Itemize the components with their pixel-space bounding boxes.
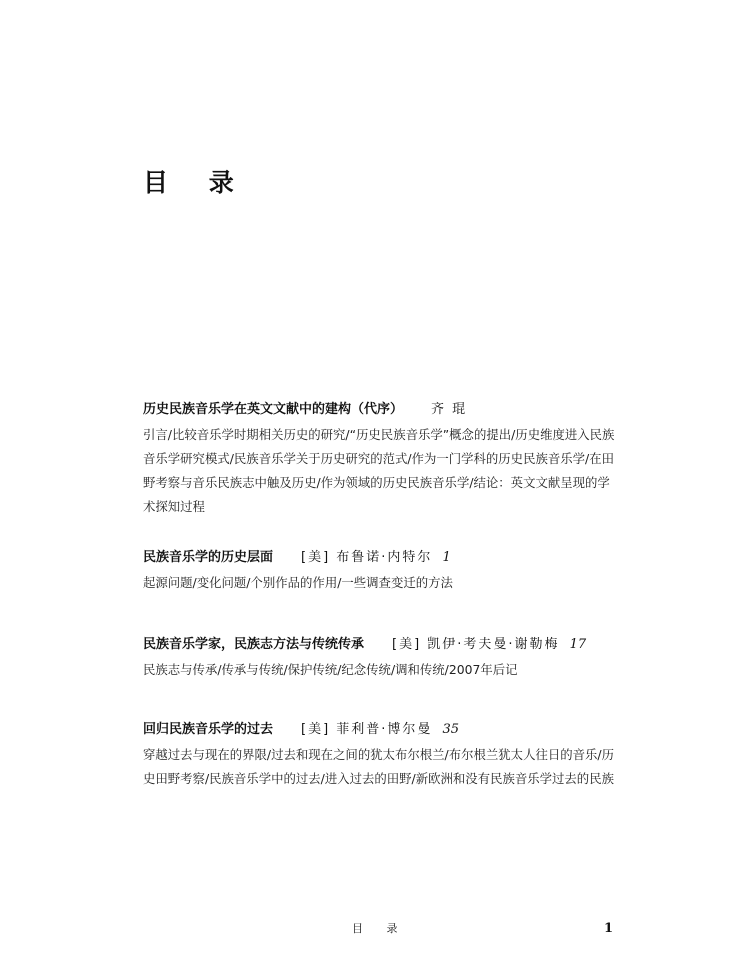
entry-subtitles: 民族志与传承/传承与传统/保护传统/纪念传统/调和传统/2007年后记 — [143, 662, 518, 677]
entry-page-number: 1 — [442, 550, 451, 565]
entry-author: [美] 布鲁诺·内特尔 — [301, 550, 433, 565]
entry-author: [美] 凯伊·考夫曼·谢勒梅 — [392, 637, 560, 652]
page-title: 目 录 — [143, 168, 250, 197]
entry-author: 齐 琨 — [431, 402, 468, 417]
toc-entry[interactable] — [143, 400, 618, 519]
entry-subtitles: 起源问题/变化问题/个别作品的作用/一些调查变迁的方法 — [143, 575, 453, 590]
entry-title[interactable]: 民族音乐学家，民族志方法与传统传承 — [143, 637, 365, 652]
page-number: 1 — [604, 921, 614, 936]
entry-title[interactable]: 民族音乐学的历史层面 — [143, 550, 274, 565]
toc-entry[interactable] — [143, 635, 618, 682]
entry-subtitles: 穿越过去与现在的界限/过去和现在之间的犹太布尔根兰/布尔根兰犹太人往日的音乐/历史田野考察/民族音乐学中的过去/进入过去的田野/新欧洲和没有民族音乐学过去的民族 — [143, 747, 614, 786]
entry-subtitles: 引言/比较音乐学时期相关历史的研究/“历史民族音乐学”概念的提出/历史维度进入民族音乐学研究模式/民族音乐学关于历史研究的范式/作为一门学科的历史民族音乐学/在田野考察与音乐民族志中触及历史/作为领域的历史民族音乐学/结论：英文文献呈现的学术探知过程 — [143, 427, 615, 514]
entry-title[interactable]: 历史民族音乐学在英文文献中的建构（代序） — [143, 402, 404, 417]
running-footer-label: 目 录 — [352, 922, 408, 935]
entry-page-number: 35 — [442, 722, 459, 737]
toc-entry[interactable] — [143, 720, 618, 791]
entry-title[interactable]: 回归民族音乐学的过去 — [143, 722, 274, 737]
entry-page-number: 17 — [569, 637, 587, 652]
entry-author: [美] 菲利普·博尔曼 — [301, 722, 433, 737]
toc-entry[interactable] — [143, 548, 618, 595]
